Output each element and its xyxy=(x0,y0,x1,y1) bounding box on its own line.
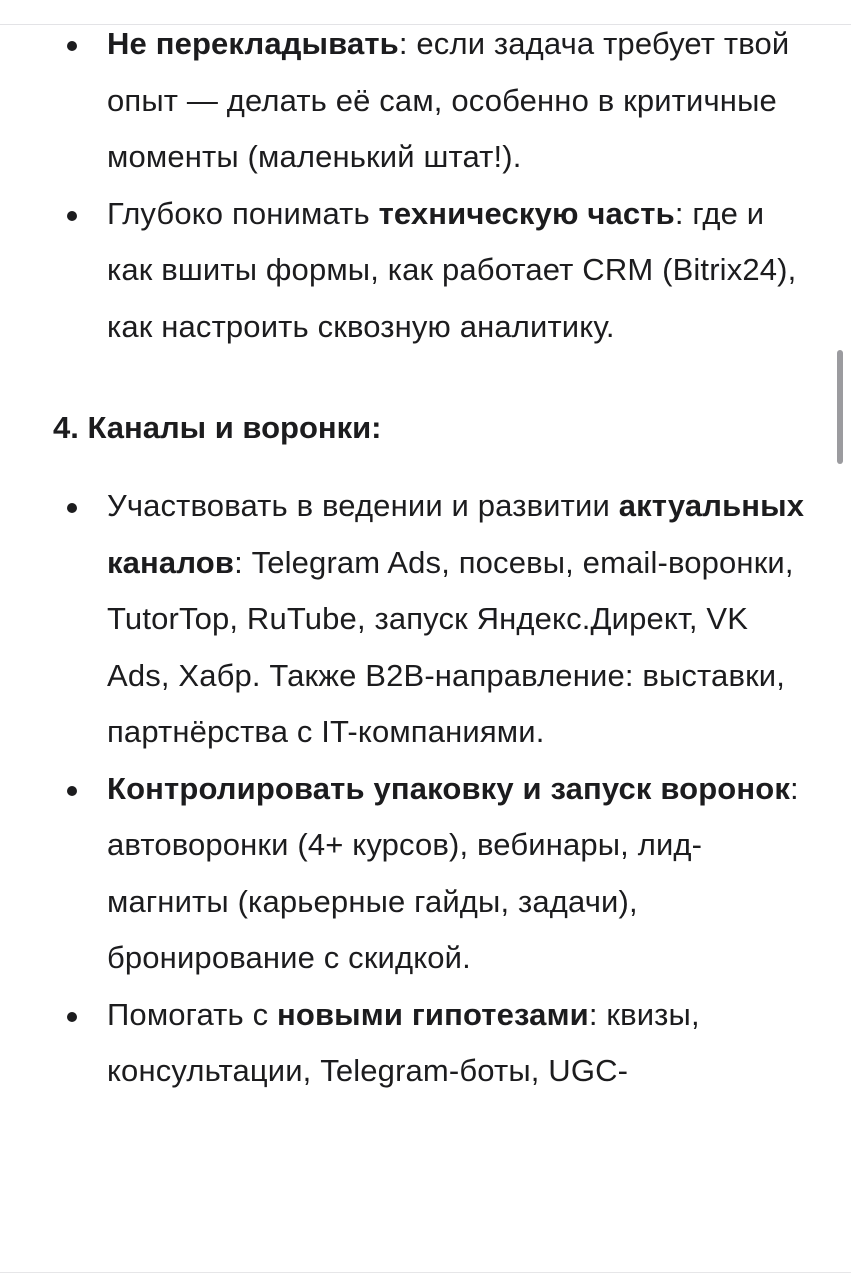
bullet-icon xyxy=(67,41,77,51)
list-item-text: : Telegram Ads, посевы, email-воронки, TutorTop, RuTube, запуск Яндекс.Директ, VK Ads, Хабр. Также B2B-направление: выставки, партнёрства с IT-компаниями. xyxy=(107,544,794,749)
list-item xyxy=(0,987,851,1100)
list-item xyxy=(0,16,851,186)
list-item-prefix: Помогать с xyxy=(107,996,277,1032)
list-item-text: : квизы, консультации, Telegram-боты, UGC- xyxy=(107,996,700,1088)
list-item-prefix: Глубоко понимать xyxy=(107,195,379,231)
list-item-text: : если задача требует твой опыт — делать её сам, особенно в критичные моменты (маленький штат!). xyxy=(107,26,790,174)
list-item xyxy=(0,186,851,356)
list-item-prefix: Участвовать в ведении и развитии xyxy=(107,488,619,523)
list-item-text: : где и как вшиты формы, как работает CRM (Bitrix24), как настроить сквозную аналитику. xyxy=(107,195,797,344)
bullet-icon xyxy=(67,1012,77,1022)
list-item-bold: актуальных каналов xyxy=(107,488,805,580)
bullet-icon xyxy=(67,211,77,221)
list-item xyxy=(0,761,851,987)
bullet-list-top xyxy=(0,16,851,355)
list-item-text: : автоворонки (4+ курсов), вебинары, лид-магниты (карьерные гайды, задачи), бронирование с скидкой. xyxy=(107,770,799,975)
section-heading: 4. Каналы и воронки: xyxy=(53,410,382,445)
vertical-scrollbar[interactable] xyxy=(837,350,843,464)
bullet-icon xyxy=(67,786,77,796)
list-item-bold: Контролировать упаковку и запуск воронок xyxy=(107,770,791,806)
list-item-bold: Не перекладывать xyxy=(107,26,399,61)
bottom-divider xyxy=(0,1272,851,1273)
bullet-list-bottom xyxy=(0,478,851,1100)
list-item-bold: новыми гипотезами xyxy=(277,996,589,1032)
bullet-icon xyxy=(67,503,77,513)
list-item-bold: техническую часть xyxy=(378,195,675,231)
article-content xyxy=(0,16,851,1100)
list-item xyxy=(0,478,851,761)
